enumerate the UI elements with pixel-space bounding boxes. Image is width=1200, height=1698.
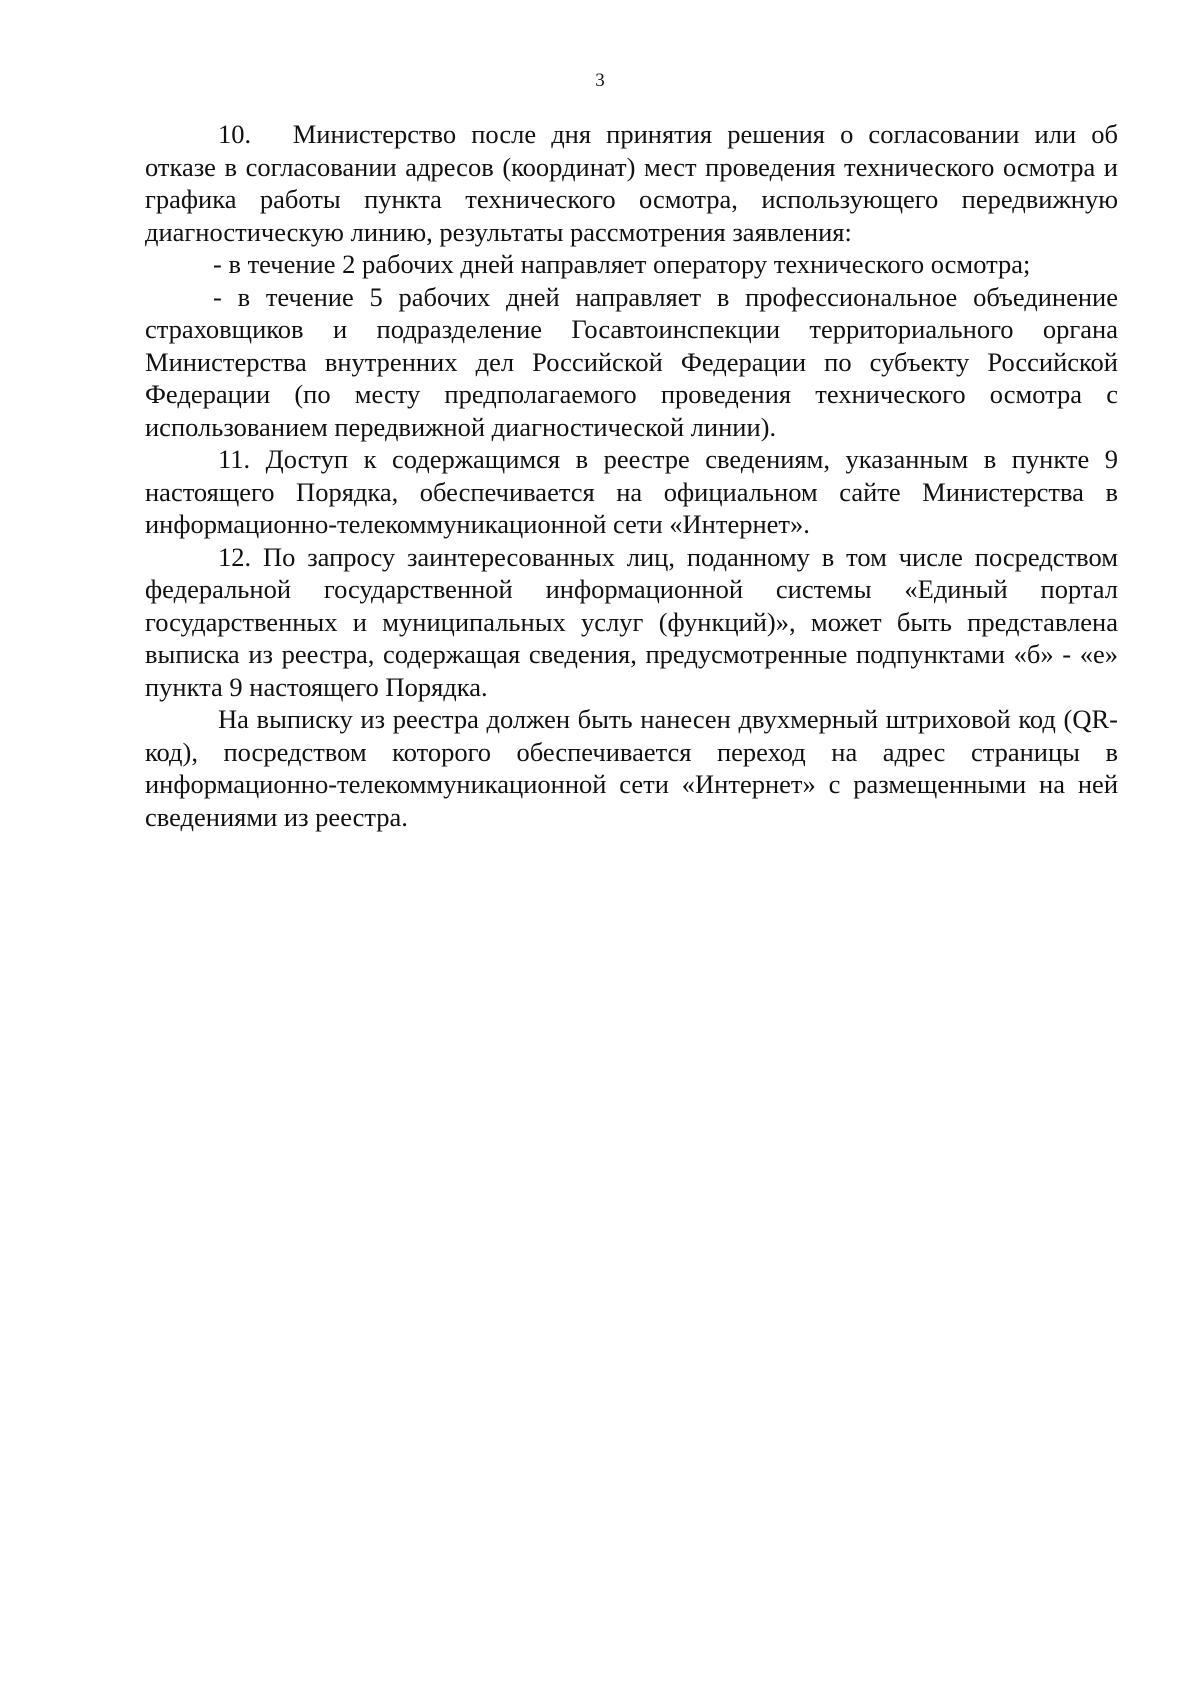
page-number: 3: [595, 70, 605, 91]
list-item-2-days: - в течение 2 рабочих дней направляет оператору технического осмотра;: [213, 249, 1031, 279]
document-body: [145, 118, 1118, 833]
paragraph-12: 12. По запросу заинтересованных лиц, поданному в том числе посредством федеральной государственной информационной системы «Единый портал государственных и муниципальных услуг (функций)», может быть представлена выписка из реестра, содержащая сведения, предусмотренные подпунктами «б» - «е» пункта 9 настоящего Порядка.: [145, 541, 1118, 702]
list-item-5-days: - в течение 5 рабочих дней направляет в профессиональное объединение страховщиков и подразделение Госавтоинспекции территориального органа Министерства внутренних дел Российской Федерации по субъекту Российской Федерации (по месту предполагаемого проведения технического осмотра с использованием передвижной диагностической линии).: [145, 281, 1118, 442]
paragraph-11: 11. Доступ к содержащимся в реестре сведениям, указанным в пункте 9 настоящего Порядка, обеспечивается на официальном сайте Министерства в информационно-телекоммуникационной сети «Интернет».: [145, 444, 1118, 539]
paragraph-qr-code: На выписку из реестра должен быть нанесен двухмерный штриховой код (QR-код), посредством которого обеспечивается переход на адрес страницы в информационно-телекоммуникационной сети «Интернет» с размещенными на ней сведениями из реестра.: [145, 704, 1118, 832]
paragraph-10: 10. Министерство после дня принятия решения о согласовании или об отказе в согласовании адресов (координат) мест проведения технического осмотра и графика работы пункта технического осмотра, использующего передвижную диагностическую линию, результаты рассмотрения заявления:: [145, 119, 1118, 247]
